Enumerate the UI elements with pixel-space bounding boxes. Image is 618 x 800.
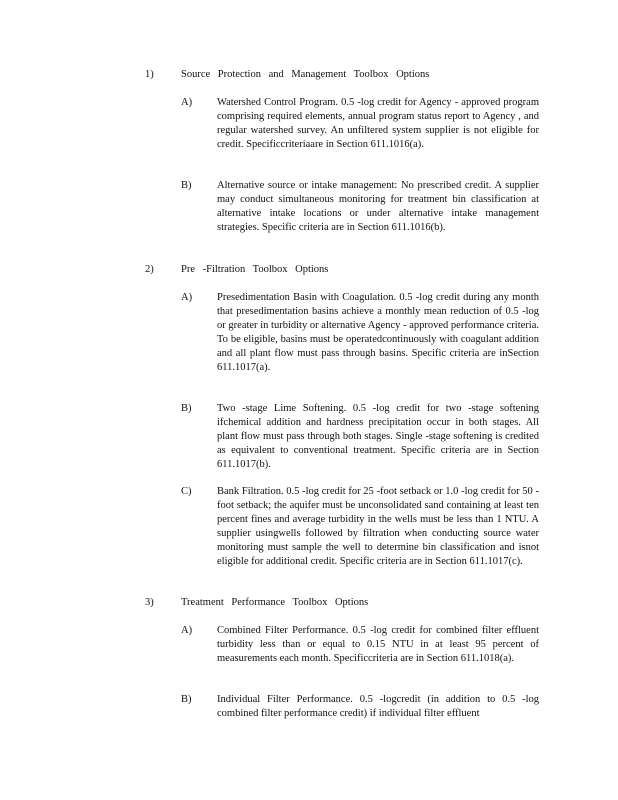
item-letter: B): [181, 694, 192, 705]
item-letter: A): [181, 97, 193, 108]
item-text: Two -stage Lime Softening. 0.5 -log credit for two -stage softening ifchemical addition and hardness precipitation occur in both stages. All plant flow must pass through both stages. Single -stage softening is credited as equivalent to conventional treatment. Specific criteria are in Section 611.1017(b).: [217, 403, 539, 470]
item-letter: A): [181, 625, 193, 636]
item-text: Presedimentation Basin with Coagulation. 0.5 -log credit during any month that presedimentation basins achieve a monthly mean reduction of 0.5 -log or greater in turbidity or alternative Agency - approved performance criteria. To be eligible, basins must be operatedcontinuously with coagulant addition and all plant flow must pass through basins. Specific criteria are inSection 611.1017(a).: [217, 292, 539, 373]
item-text: Combined Filter Performance. 0.5 -log credit for combined filter effluent turbidity less than or equal to 0.15 NTU in at least 95 percent of measurements each month. Specificcriteria are in Section 611.1018(a).: [217, 625, 539, 664]
section-number: 3): [145, 597, 154, 608]
item-letter: B): [181, 180, 192, 191]
item-letter: C): [181, 486, 192, 497]
item-text: Alternative source or intake management: No prescribed credit. A supplier may conduct simultaneous monitoring for treatment bin classification at alternative intake locations or under alternative intake management strategies. Specific criteria are in Section 611.1016(b).: [217, 180, 539, 233]
item-text: Bank Filtration. 0.5 -log credit for 25 -foot setback or 1.0 -log credit for 50 -foot setback; the aquifer must be unconsolidated sand containing at least ten percent fines and average turbidity in the wells must be less than 1 NTU. A supplier usingwells followed by filtration when conducting source water monitoring must sample the well to determine bin classification and isnot eligible for additional credit. Specific criteria are in Section 611.1017(c).: [217, 486, 539, 567]
section-title: Treatment Performance Toolbox Options: [181, 597, 369, 608]
item-text: Individual Filter Performance. 0.5 -logcredit (in addition to 0.5 -log combined filter performance credit) if individual filter effluent: [217, 694, 539, 719]
section-title: Source Protection and Management Toolbox Options: [181, 69, 430, 80]
item-letter: B): [181, 403, 192, 414]
item-letter: A): [181, 292, 193, 303]
section-number: 1): [145, 69, 154, 80]
section-title: Pre -Filtration Toolbox Options: [181, 264, 329, 275]
item-text: Watershed Control Program. 0.5 -log credit for Agency - approved program comprising required elements, annual program status report to Agency , and regular watershed survey. An unfiltered system supplier is not eligible for credit. Specificcriteriaare in Section 611.1016(a).: [217, 97, 539, 150]
section-number: 2): [145, 264, 154, 275]
